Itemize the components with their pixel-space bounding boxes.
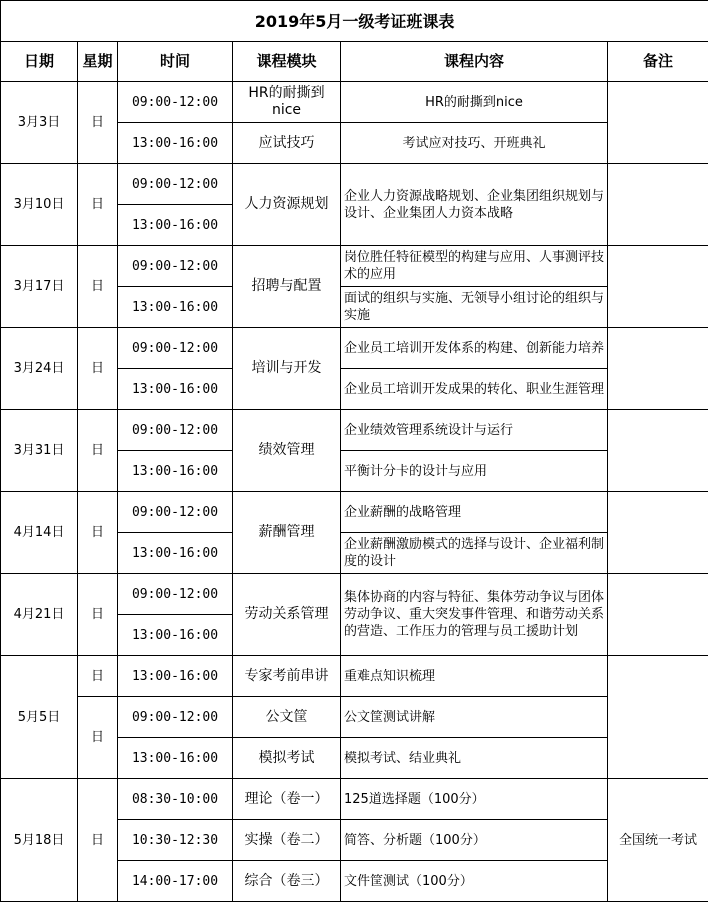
content-cell: 简答、分析题（100分） bbox=[341, 820, 608, 861]
table-title: 2019年5月一级考证班课表 bbox=[1, 1, 708, 42]
note-cell bbox=[608, 82, 708, 164]
content-cell: 模拟考试、结业典礼 bbox=[341, 738, 608, 779]
content-cell: 集体协商的内容与特征、集体劳动争议与团体劳动争议、重大突发事件管理、和谐劳动关系的营造、工作压力的管理与员工援助计划 bbox=[341, 574, 608, 656]
weekday-cell: 日 bbox=[78, 410, 118, 492]
note-cell: 全国统一考试 bbox=[608, 779, 708, 902]
time-cell: 13:00-16:00 bbox=[118, 656, 233, 697]
time-cell: 13:00-16:00 bbox=[118, 451, 233, 492]
module-cell: 培训与开发 bbox=[233, 328, 341, 410]
weekday-cell: 日 bbox=[78, 164, 118, 246]
content-cell: 考试应对技巧、开班典礼 bbox=[341, 123, 608, 164]
header-date: 日期 bbox=[1, 42, 78, 82]
time-cell: 08:30-10:00 bbox=[118, 779, 233, 820]
date-cell: 4月21日 bbox=[1, 574, 78, 656]
content-cell: 125道选择题（100分） bbox=[341, 779, 608, 820]
time-cell: 13:00-16:00 bbox=[118, 738, 233, 779]
table-row bbox=[1, 492, 708, 533]
module-cell: 理论（卷一） bbox=[233, 779, 341, 820]
date-cell: 3月3日 bbox=[1, 82, 78, 164]
content-cell: 重难点知识梳理 bbox=[341, 656, 608, 697]
weekday-cell: 日 bbox=[78, 779, 118, 902]
time-cell: 09:00-12:00 bbox=[118, 492, 233, 533]
module-cell: 实操（卷二） bbox=[233, 820, 341, 861]
content-cell: 公文筐测试讲解 bbox=[341, 697, 608, 738]
content-cell: 面试的组织与实施、无领导小组讨论的组织与实施 bbox=[341, 287, 608, 328]
weekday-cell: 日 bbox=[78, 492, 118, 574]
time-cell: 09:00-12:00 bbox=[118, 328, 233, 369]
time-cell: 14:00-17:00 bbox=[118, 861, 233, 902]
weekday-cell: 日 bbox=[78, 82, 118, 164]
module-cell: 公文筐 bbox=[233, 697, 341, 738]
time-cell: 09:00-12:00 bbox=[118, 697, 233, 738]
note-cell bbox=[608, 656, 708, 779]
content-cell: 企业员工培训开发体系的构建、创新能力培养 bbox=[341, 328, 608, 369]
header-row bbox=[1, 42, 708, 82]
content-cell: 企业薪酬的战略管理 bbox=[341, 492, 608, 533]
weekday-cell: 日 bbox=[78, 656, 118, 697]
date-cell: 5月18日 bbox=[1, 779, 78, 902]
content-cell: 企业人力资源战略规划、企业集团组织规划与设计、企业集团人力资本战略 bbox=[341, 164, 608, 246]
time-cell: 09:00-12:00 bbox=[118, 164, 233, 205]
content-cell: HR的耐撕到nice bbox=[341, 82, 608, 123]
content-cell: 企业绩效管理系统设计与运行 bbox=[341, 410, 608, 451]
note-cell bbox=[608, 164, 708, 246]
table-row bbox=[1, 328, 708, 369]
module-cell: 专家考前串讲 bbox=[233, 656, 341, 697]
date-cell: 4月14日 bbox=[1, 492, 78, 574]
module-cell: 招聘与配置 bbox=[233, 246, 341, 328]
module-cell: 应试技巧 bbox=[233, 123, 341, 164]
weekday-cell: 日 bbox=[78, 328, 118, 410]
note-cell bbox=[608, 574, 708, 656]
time-cell: 13:00-16:00 bbox=[118, 287, 233, 328]
table-row bbox=[1, 82, 708, 123]
table-row bbox=[1, 164, 708, 205]
header-module: 课程模块 bbox=[233, 42, 341, 82]
note-cell bbox=[608, 328, 708, 410]
date-cell: 3月10日 bbox=[1, 164, 78, 246]
header-content: 课程内容 bbox=[341, 42, 608, 82]
header-note: 备注 bbox=[608, 42, 708, 82]
module-cell: 综合（卷三） bbox=[233, 861, 341, 902]
table-row bbox=[1, 656, 708, 697]
table-row bbox=[1, 574, 708, 615]
table-row bbox=[1, 779, 708, 820]
module-cell: 模拟考试 bbox=[233, 738, 341, 779]
note-cell bbox=[608, 410, 708, 492]
date-cell: 3月31日 bbox=[1, 410, 78, 492]
time-cell: 09:00-12:00 bbox=[118, 82, 233, 123]
time-cell: 13:00-16:00 bbox=[118, 533, 233, 574]
time-cell: 09:00-12:00 bbox=[118, 246, 233, 287]
module-cell: 薪酬管理 bbox=[233, 492, 341, 574]
content-cell: 平衡计分卡的设计与应用 bbox=[341, 451, 608, 492]
module-cell: 人力资源规划 bbox=[233, 164, 341, 246]
content-cell: 企业薪酬激励模式的选择与设计、企业福利制度的设计 bbox=[341, 533, 608, 574]
note-cell bbox=[608, 492, 708, 574]
time-cell: 13:00-16:00 bbox=[118, 369, 233, 410]
weekday-cell: 日 bbox=[78, 246, 118, 328]
time-cell: 13:00-16:00 bbox=[118, 123, 233, 164]
content-cell: 企业员工培训开发成果的转化、职业生涯管理 bbox=[341, 369, 608, 410]
time-cell: 10:30-12:30 bbox=[118, 820, 233, 861]
date-cell: 3月24日 bbox=[1, 328, 78, 410]
time-cell: 09:00-12:00 bbox=[118, 410, 233, 451]
header-time: 时间 bbox=[118, 42, 233, 82]
header-weekday: 星期 bbox=[78, 42, 118, 82]
date-cell: 3月17日 bbox=[1, 246, 78, 328]
time-cell: 13:00-16:00 bbox=[118, 205, 233, 246]
table-row bbox=[1, 410, 708, 451]
weekday-cell: 日 bbox=[78, 697, 118, 779]
time-cell: 13:00-16:00 bbox=[118, 615, 233, 656]
date-cell: 5月5日 bbox=[1, 656, 78, 779]
content-cell: 岗位胜任特征模型的构建与应用、人事测评技术的应用 bbox=[341, 246, 608, 287]
module-cell: 劳动关系管理 bbox=[233, 574, 341, 656]
content-cell: 文件筐测试（100分） bbox=[341, 861, 608, 902]
table-row bbox=[1, 246, 708, 287]
table-row bbox=[1, 697, 708, 738]
note-cell bbox=[608, 246, 708, 328]
time-cell: 09:00-12:00 bbox=[118, 574, 233, 615]
weekday-cell: 日 bbox=[78, 574, 118, 656]
module-cell: 绩效管理 bbox=[233, 410, 341, 492]
module-cell: HR的耐撕到nice bbox=[233, 82, 341, 123]
